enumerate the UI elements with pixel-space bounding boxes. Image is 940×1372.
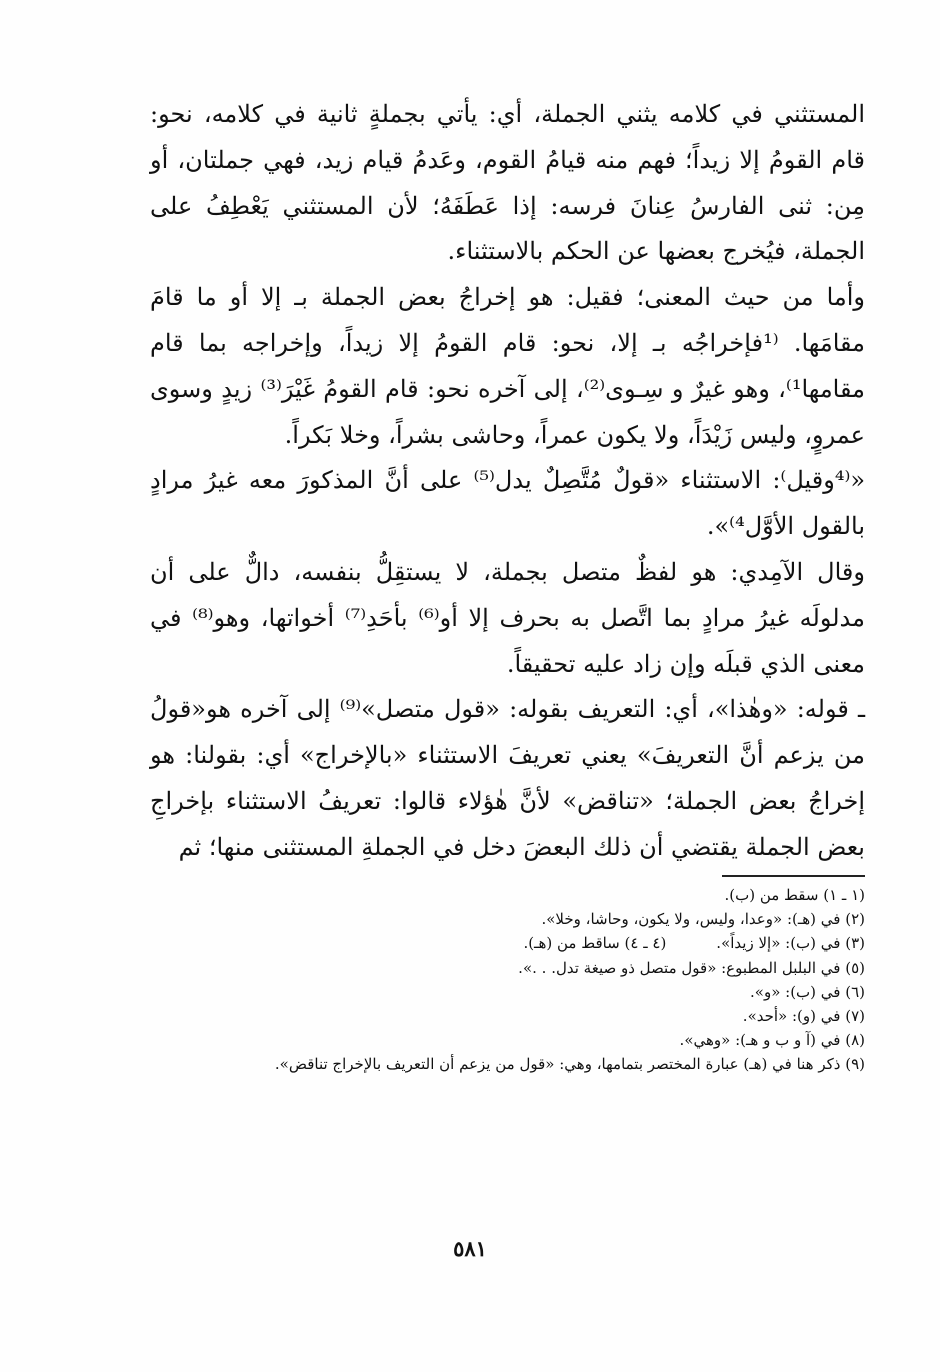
footnotes xyxy=(150,883,865,1077)
footnote-text: (١ ـ ١) سقط من (ب). xyxy=(724,886,865,904)
footnote-text: (٦) في (ب): «و». xyxy=(750,982,865,1001)
footnote xyxy=(150,883,865,907)
paragraph: المستثني في كلامه يثني الجملة، أي: يأتي بجملةٍ ثانية في كلامه، نحو: قام القومُ إلا زيداً؛ فهم منه قيامُ القوم، وعَدمُ قيام زيد، فهي جملتان، أو مِن: ثنى الفارسُ عِنانَ فرسه: إذا عَطَفَهُ؛ لأن المستثني يَعْطِفُ على الجملة، فيُخرج بعضها عن الحكم بالاستثناء. xyxy=(150,100,865,266)
footnote xyxy=(150,1028,865,1052)
footnote-text: (٨) في (آ و ب و هـ): «وهي». xyxy=(679,1031,865,1050)
footnote xyxy=(150,980,865,1004)
footnote-text: (٩) ذكر هنا في (هـ) عبارة المختصر بتمامها، وهي: «قول من يزعم أن التعريف بالإخراج تناقض». xyxy=(274,1055,865,1074)
footnote xyxy=(150,1052,865,1076)
paragraph: «⁽⁴وقيل⁾: الاستثناء «قولٌ مُتَّصِلٌ يدل⁽⁵⁾ على أنَّ المذكورَ معه غيرُ مرادٍ بالقول الأوَّل⁴⁾». xyxy=(150,466,866,541)
footnote xyxy=(150,956,865,980)
page-number: ٥٨١ xyxy=(453,1236,487,1261)
paragraph: ـ قوله: «وهٰذا»، أي: التعريف بقوله: «قول متصل»⁽⁹⁾ إلى آخره هو«قولُ من يزعم أنَّ التعريفَ» يعني تعريفَ الاستثناء «بالإخراج» أي: بقولنا: هو إخراجُ بعض الجملة؛ «تناقض» لأنَّ هٰؤلاء قالوا: تعريفُ الاستثناء بإخراجِ بعض الجملة يقتضي أن ذلك البعضَ دخل في الجملةِ المستثنى منها؛ ثم xyxy=(150,695,865,861)
footnote-pair xyxy=(150,931,865,955)
footnote xyxy=(150,1004,865,1028)
footnote-text: (٢) في (هـ): «وعدا، وليس، ولا يكون، وحاشا، وخلا». xyxy=(541,910,865,929)
footnote-text: (٧) في (و): «أحد». xyxy=(742,1007,865,1026)
paragraph: وأما من حيث المعنى؛ فقيل: هو إخراجُ بعض الجملة بـ إلا أو ما قامَ مقامَها. ⁽¹فإخراجُه بـ إلا، نحو: قام القومُ إلا زيداً، وإخراجه بما قام مقامها¹⁾، وهو غيرٌ و سِـوى⁽²⁾، إلى آخره نحو: قام القومُ غَيْرَ⁽³⁾ زيدٍ وسوى عمروٍ، وليس زَيْدَاً، ولا يكون عمراً، وحاشى بشراً، وخلا بَكراً. xyxy=(150,283,865,449)
footnote-text: (٤ ـ ٤) ساقط من (هـ). xyxy=(523,934,667,953)
footnote xyxy=(150,907,865,931)
footnote-separator xyxy=(722,875,865,877)
paragraph: وقال الآمِدي: هو لفظٌ متصل بجملة، لا يستقِلُّ بنفسه، دالٌّ على أن مدلولَه غيرُ مرادٍ بما اتَّصل به بحرف إلا أو⁽⁶⁾ بأحَدِ⁽⁷⁾ أخواتها، وهو⁽⁸⁾ في معنى الذي قبلَه وإن زاد عليه تحقيقاً. xyxy=(150,557,865,678)
footnote-text: (٣) في (ب): «إلا زيداً». xyxy=(716,934,865,953)
footnote-text: (٥) في البلبل المطبوع: «قول متصل ذو صيغة تدل. . .». xyxy=(518,958,865,977)
main-text xyxy=(150,92,865,871)
